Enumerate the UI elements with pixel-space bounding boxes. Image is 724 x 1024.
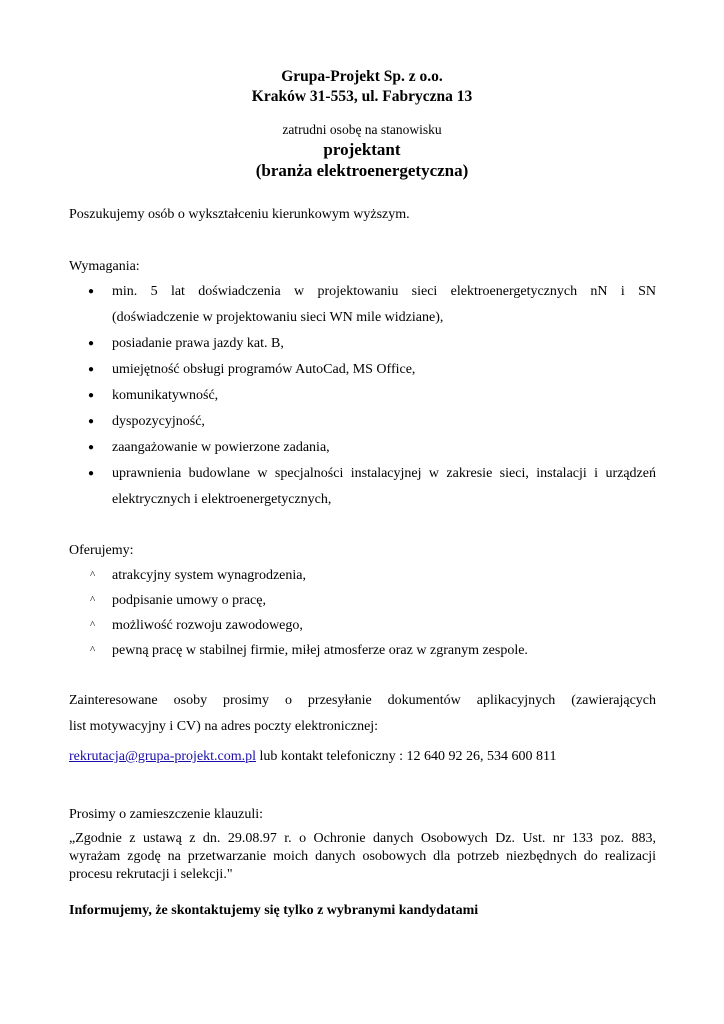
bullet-icon: ●	[88, 468, 95, 479]
requirement-item: ● komunikatywność,	[112, 383, 656, 409]
offer-item: ^ atrakcyjny system wynagrodzenia,	[90, 568, 306, 583]
requirement-item: ● zaangażowanie w powierzone zadania,	[112, 435, 656, 461]
position-title: projektant	[323, 140, 401, 159]
education-requirement: Poszukujemy osób o wykształceniu kierunkowym wyższym.	[69, 207, 410, 222]
requirement-item: ● uprawnienia budowlane w specjalności instalacyjnej w zakresie sieci, instalacji i urządzeń elektrycznych i elektroenergetycznych,	[112, 461, 656, 513]
bullet-icon: ●	[88, 286, 95, 297]
gdpr-clause: „Zgodnie z ustawą z dn. 29.08.97 r. o Ochronie danych Osobowych Dz. Ust. nr 133 poz. 883, wyrażam zgodę na przetwarzanie moich danych osobowych dla potrzeb niezbędnych do realizacji procesu rekrutacji i selekcji."	[69, 831, 656, 882]
caret-up-icon: ^	[90, 594, 96, 606]
company-address: Kraków 31-553, ul. Fabryczna 13	[251, 88, 473, 105]
contact-instructions: Zainteresowane osoby prosimy o przesyłanie dokumentów aplikacyjnych (zawierających list motywacyjny i CV) na adres poczty elektronicznej:	[69, 693, 656, 734]
hiring-intro: zatrudni osobę na stanowisku	[282, 122, 442, 137]
final-note: Informujemy, że skontaktujemy się tylko z wybranymi kandydatami	[69, 903, 479, 918]
requirements-title: Wymagania:	[69, 259, 140, 274]
bullet-icon: ●	[88, 364, 95, 375]
requirement-item: ● umiejętność obsługi programów AutoCad, MS Office,	[112, 357, 656, 383]
clause-title: Prosimy o zamieszczenie klauzuli:	[69, 807, 263, 822]
offer-title: Oferujemy:	[69, 543, 134, 558]
bullet-icon: ●	[88, 416, 95, 427]
bullet-icon: ●	[88, 390, 95, 401]
company-name: Grupa-Projekt Sp. z o.o.	[281, 68, 443, 85]
requirement-item: ● dyspozycyjność,	[112, 409, 656, 435]
requirement-item: ● min. 5 lat doświadczenia w projektowaniu sieci elektroenergetycznych nN i SN (doświadczenie w projektowaniu sieci WN mile widziane),	[112, 279, 656, 331]
requirement-item: ● posiadanie prawa jazdy kat. B,	[112, 331, 656, 357]
bullet-icon: ●	[88, 442, 95, 453]
offer-item: ^ możliwość rozwoju zawodowego,	[90, 618, 303, 633]
bullet-icon: ●	[88, 338, 95, 349]
caret-up-icon: ^	[90, 619, 96, 631]
caret-up-icon: ^	[90, 569, 96, 581]
caret-up-icon: ^	[90, 644, 96, 656]
email-link[interactable]: rekrutacja@grupa-projekt.com.pl	[69, 749, 257, 764]
contact-line	[69, 748, 557, 766]
position-branch: (branża elektroenergetyczna)	[255, 161, 469, 180]
offer-item: ^ pewną pracę w stabilnej firmie, miłej atmosferze oraz w zgranym zespole.	[90, 643, 528, 658]
offer-item: ^ podpisanie umowy o pracę,	[90, 593, 266, 608]
phone-text: lub kontakt telefoniczny : 12 640 92 26, 534 600 811	[256, 749, 557, 764]
